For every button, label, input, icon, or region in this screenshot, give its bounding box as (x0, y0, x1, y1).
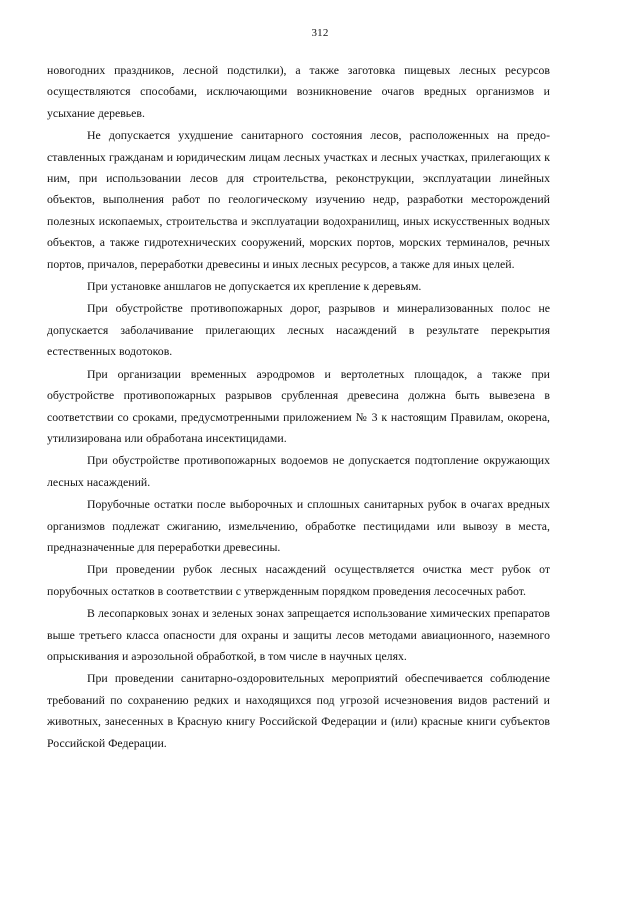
document-body (47, 60, 550, 755)
paragraph: Не допускается ухудшение санитарного состояния лесов, расположенных на предоставленных гражданам и юридическим лицам лесных участках и лесных участках, прилегающих к ним, при использовании лесов для строительства, реконструкции, эксплуатации линейных объектов, выполнения работ по геологическому изучению недр, разработки месторождений полезных ископаемых, строительства и эксплуатации водохранилищ, иных искусственных водных объектов, а также гидротехнических сооружений, морских портов, морских терминалов, речных портов, причалов, переработки древесины и иных лесных ресурсов, а также для иных целей. (47, 128, 550, 271)
paragraph: Порубочные остатки после выборочных и сплошных санитарных рубок в очагах вредных организмов подлежат сжиганию, измельчению, обработке пестицидами или вывозу в места, предназначенные для переработки древесины. (47, 497, 550, 554)
paragraph: При обустройстве противопожарных дорог, разрывов и минерализованных полос не допускается заболачивание прилегающих лесных насаждений в результате перекрытия естественных водотоков. (47, 301, 550, 359)
paragraph: новогодних праздников, лесной подстилки), а также заготовка пищевых лесных ресурсов осуществляются способами, исключающими возникновение очагов вредных организмов и усыхание деревьев. (47, 63, 550, 120)
paragraph: При обустройстве противопожарных водоемов не допускается подтопление окружающих лесных насаждений. (47, 453, 550, 489)
page-number: 312 (311, 27, 329, 39)
paragraph: При проведении рубок лесных насаждений осуществляется очистка мест рубок от порубочных остатков в соответствии с утвержденным порядком проведения лесосечных работ. (47, 562, 550, 598)
paragraph: При установке аншлагов не допускается их крепление к деревьям. (87, 279, 422, 294)
paragraph: В лесопарковых зонах и зеленых зонах запрещается использование химических препаратов выше третьего класса опасности для охраны и защиты лесов методами авиационного, наземного опрыскивания и аэрозольной обработкой, в том числе в научных целях. (47, 606, 550, 663)
paragraph: При организации временных аэродромов и вертолетных площадок, а также при обустройстве противопожарных разрывов срубленная древесина должна быть вывезена в соответствии со сроками, предусмотренными приложением № 3 к настоящим Правилам, окорена, утилизирована или обработана инсектицидами. (47, 366, 550, 445)
paragraph: При проведении санитарно-оздоровительных мероприятий обеспечивается соблюдение требований по сохранению редких и находящихся под угрозой исчезновения видов растений и животных, занесенных в Красную книгу Российской Федерации и (или) красные книги субъектов Российской Федерации. (47, 671, 550, 750)
